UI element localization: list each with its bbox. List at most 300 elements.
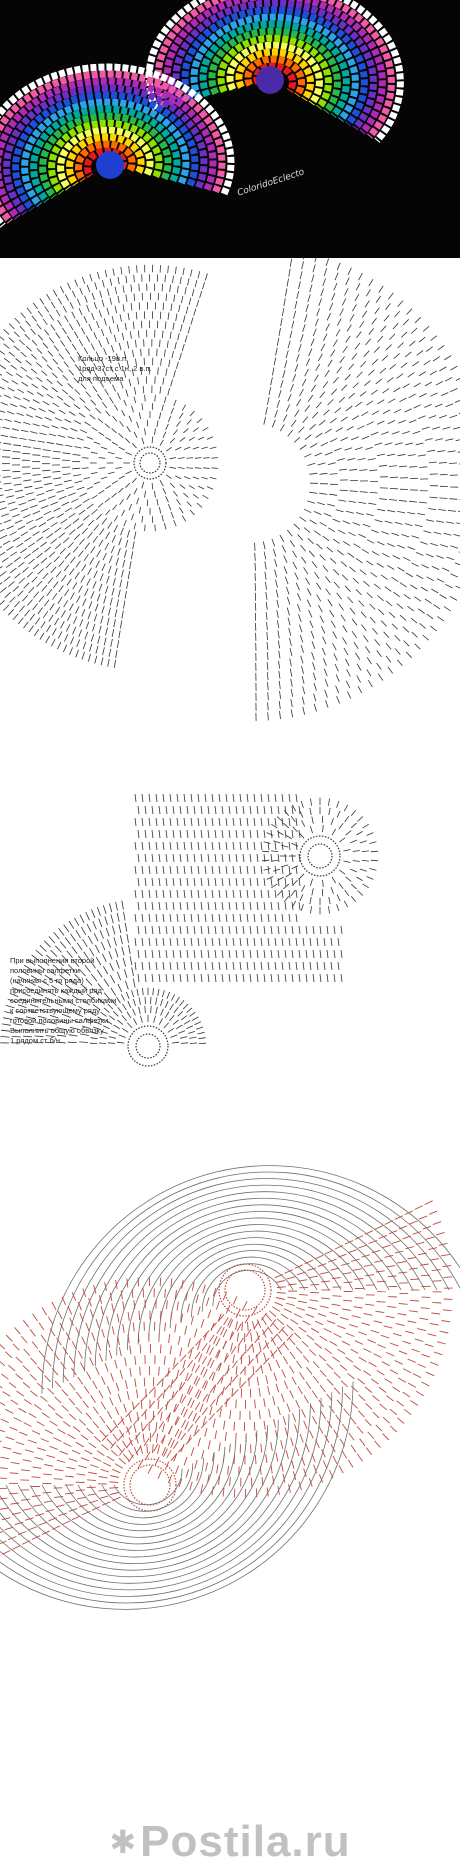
stitch-mark: [208, 830, 209, 838]
stitch-mark: [70, 593, 74, 600]
stitch-mark: [26, 415, 33, 418]
stitch-mark: [0, 501, 5, 503]
stitch-mark: [152, 902, 153, 910]
stitch-mark: [22, 1541, 30, 1545]
stitch-mark: [240, 794, 241, 802]
stitch-mark: [77, 1474, 86, 1475]
stitch-mark: [312, 652, 315, 660]
stitch-mark: [252, 1344, 253, 1353]
stitch-mark: [426, 554, 433, 557]
stitch-mark: [191, 890, 192, 898]
stitch-mark: [96, 1367, 100, 1375]
stitch-mark: [401, 332, 407, 338]
stitch-mark: [30, 1391, 37, 1397]
stitch-mark: [236, 1433, 237, 1442]
stitch-mark: [352, 631, 357, 638]
stitch-mark: [100, 1430, 106, 1437]
stitch-mark: [119, 924, 121, 933]
stitch-mark: [128, 1312, 129, 1321]
stitch-mark: [53, 582, 58, 588]
stitch-mark: [366, 289, 370, 296]
stitch-mark: [381, 432, 389, 435]
stitch-mark: [106, 411, 110, 416]
stitch-mark: [365, 646, 370, 653]
stitch-mark: [135, 938, 136, 946]
stitch-mark: [422, 427, 430, 429]
stitch-mark: [398, 1314, 407, 1315]
stitch-mark: [399, 466, 407, 467]
crochet-chart-first-half: [0, 258, 460, 778]
stitch-mark: [323, 279, 326, 287]
stitch-mark: [118, 488, 123, 493]
stitch-mark: [414, 405, 421, 408]
stitch-mark: [268, 682, 269, 690]
stitch-mark: [61, 575, 66, 581]
stitch-mark: [297, 399, 301, 406]
stitch-mark: [299, 614, 302, 622]
stitch-mark: [324, 669, 327, 676]
stitch-mark: [25, 334, 30, 339]
stitch-mark: [364, 1265, 373, 1267]
stitch-mark: [119, 538, 122, 545]
stitch-mark: [375, 1226, 383, 1230]
stitch-mark: [285, 289, 287, 297]
stitch-mark: [276, 1453, 278, 1462]
stitch-mark: [254, 914, 255, 922]
stitch-mark: [0, 535, 7, 539]
stitch-mark: [73, 475, 81, 476]
stitch-mark: [298, 1301, 307, 1303]
stitch-mark: [358, 1454, 363, 1461]
stitch-mark: [33, 448, 41, 449]
stitch-mark: [32, 548, 38, 553]
stitch-mark: [109, 1350, 112, 1359]
stitch-mark: [264, 878, 265, 886]
stitch-mark: [267, 833, 274, 836]
stitch-mark: [385, 587, 391, 592]
stitch-mark: [275, 842, 276, 850]
stitch-mark: [203, 468, 210, 469]
stitch-mark: [200, 291, 202, 298]
stitch-mark: [72, 947, 77, 954]
stitch-mark: [308, 538, 314, 544]
stitch-mark: [149, 818, 150, 826]
stitch-mark: [293, 1413, 296, 1421]
stitch-mark: [449, 499, 457, 500]
stitch-mark: [46, 534, 53, 539]
stitch-mark: [77, 640, 80, 647]
stitch-mark: [168, 313, 169, 320]
stitch-mark: [43, 528, 50, 532]
stitch-mark: [43, 611, 48, 618]
stitch-mark: [325, 429, 332, 433]
stitch-mark: [135, 794, 136, 802]
stitch-mark: [291, 816, 295, 822]
stitch-mark: [395, 1361, 403, 1365]
stitch-mark: [66, 487, 74, 489]
stitch-mark: [88, 1494, 97, 1495]
stitch-mark: [401, 363, 407, 368]
stitch-mark: [108, 659, 110, 667]
stitch-mark: [162, 284, 163, 291]
stitch-mark: [46, 636, 50, 643]
stitch-mark: [84, 316, 87, 323]
stitch-mark: [86, 1323, 89, 1331]
stitch-mark: [340, 1317, 349, 1319]
stitch-mark: [10, 508, 18, 511]
stitch-mark: [68, 283, 71, 290]
stitch-mark: [441, 393, 448, 396]
stitch-mark: [153, 1444, 154, 1453]
stitch-mark: [110, 397, 114, 403]
stitch-mark: [42, 1413, 49, 1418]
stitch-mark: [367, 657, 371, 664]
stitch-mark: [180, 277, 181, 284]
stitch-mark: [145, 1006, 146, 1013]
stitch-mark: [195, 1416, 200, 1423]
stitch-mark: [317, 962, 318, 970]
stitch-mark: [23, 515, 30, 518]
stitch-mark: [261, 914, 262, 922]
stitch-mark: [282, 818, 283, 826]
stitch-mark: [268, 866, 269, 874]
stitch-mark: [3, 1392, 11, 1397]
stitch-mark: [30, 1374, 37, 1380]
stitch-mark: [369, 869, 376, 871]
stitch-mark: [202, 1343, 207, 1350]
stitch-mark: [382, 553, 389, 557]
stitch-mark: [420, 542, 428, 545]
stitch-mark: [222, 950, 223, 958]
stitch-mark: [107, 308, 109, 315]
stitch-mark: [377, 1370, 385, 1375]
stitch-mark: [344, 1393, 350, 1399]
stitch-mark: [38, 608, 43, 614]
stitch-mark: [254, 1321, 259, 1328]
stitch-mark: [155, 525, 156, 532]
stitch-mark: [187, 1360, 192, 1367]
chart-note-start: Кольцо -19в.п. 1ряд-37ст с 1н, 2 в.п. для подъема: [78, 354, 152, 383]
stitch-mark: [231, 1343, 233, 1352]
stitch-mark: [79, 413, 85, 417]
stitch-mark: [63, 1421, 70, 1426]
stitch-mark: [108, 452, 115, 454]
stitch-mark: [193, 494, 198, 498]
stitch-mark: [119, 343, 121, 350]
stitch-mark: [21, 532, 28, 536]
stitch-mark: [409, 1311, 418, 1312]
stitch-mark: [154, 1444, 158, 1452]
stitch-mark: [399, 398, 406, 402]
stitch-mark: [156, 938, 157, 946]
stitch-mark: [8, 388, 15, 392]
stitch-mark: [313, 926, 314, 934]
stitch-mark: [403, 627, 409, 633]
stitch-mark: [88, 612, 91, 619]
stitch-mark: [171, 994, 174, 1000]
stitch-mark: [215, 950, 216, 958]
stitch-mark: [300, 635, 303, 643]
stitch-mark: [97, 594, 100, 602]
stitch-mark: [166, 475, 171, 479]
stitch-mark: [430, 371, 437, 375]
stitch-mark: [346, 278, 350, 285]
stitch-mark: [331, 350, 335, 357]
stitch-mark: [287, 1277, 296, 1279]
stitch-mark: [159, 854, 160, 862]
stitch-mark: [91, 634, 94, 642]
stitch-mark: [341, 615, 346, 622]
stitch-mark: [12, 381, 18, 385]
stitch-mark: [95, 945, 99, 953]
stitch-mark: [29, 526, 36, 530]
stitch-mark: [87, 579, 91, 586]
stitch-mark: [327, 950, 328, 958]
stitch-mark: [282, 914, 283, 922]
stitch-mark: [113, 268, 114, 275]
stitch-mark: [262, 860, 269, 861]
stitch-mark: [0, 426, 1, 428]
stitch-mark: [354, 544, 361, 548]
stitch-mark: [173, 323, 174, 330]
stitch-mark: [56, 310, 60, 316]
stitch-mark: [191, 1316, 193, 1325]
stitch-mark: [440, 595, 447, 599]
stitch-mark: [271, 806, 272, 814]
stitch-mark: [56, 571, 61, 577]
stitch-mark: [250, 854, 251, 862]
stitch-mark: [352, 619, 357, 625]
stitch-mark: [294, 1314, 302, 1318]
stitch-mark: [48, 1344, 53, 1351]
stitch-mark: [376, 296, 381, 303]
doily-photo-image: [0, 0, 460, 258]
stitch-mark: [63, 306, 67, 313]
stitch-mark: [159, 1367, 160, 1376]
stitch-mark: [24, 554, 30, 559]
stitch-mark: [374, 584, 380, 589]
stitch-mark: [100, 529, 105, 536]
stitch-mark: [113, 578, 115, 586]
stitch-mark: [179, 305, 180, 312]
stitch-mark: [262, 851, 269, 852]
stitch-mark: [283, 414, 287, 421]
stitch-mark: [175, 342, 177, 349]
chain-ring: [219, 1264, 271, 1316]
stitch-mark: [240, 1382, 246, 1389]
stitch-mark: [320, 522, 327, 526]
stitch-mark: [291, 1319, 298, 1324]
stitch-mark: [142, 404, 143, 411]
stitch-mark: [364, 1314, 373, 1316]
stitch-mark: [293, 562, 297, 569]
crochet-chart-first-half-diagram: [0, 258, 460, 778]
stitch-mark: [317, 583, 322, 590]
stitch-mark: [189, 437, 195, 440]
stitch-mark: [173, 878, 174, 886]
stitch-mark: [328, 399, 334, 405]
stitch-mark: [267, 877, 274, 880]
stitch-mark: [84, 347, 88, 353]
stitch-mark: [343, 1273, 352, 1275]
stitch-mark: [112, 1497, 120, 1501]
stitch-mark: [32, 316, 37, 322]
stitch-mark: [192, 289, 194, 296]
stitch-mark: [345, 448, 353, 451]
stitch-mark: [432, 1270, 441, 1271]
stitch-mark: [39, 1351, 45, 1358]
stitch-mark: [268, 818, 269, 826]
stitch-mark: [0, 552, 5, 556]
stitch-mark: [280, 691, 281, 699]
stitch-mark: [21, 430, 28, 432]
stitch-mark: [385, 443, 393, 445]
stitch-mark: [278, 806, 279, 814]
stitch-mark: [122, 333, 124, 340]
stitch-mark: [35, 416, 42, 419]
stitch-mark: [96, 646, 98, 654]
stitch-mark: [380, 368, 386, 373]
stitch-mark: [313, 265, 315, 273]
stitch-mark: [74, 421, 81, 425]
stitch-mark: [177, 499, 181, 504]
stitch-mark: [87, 1372, 91, 1380]
stitch-mark: [265, 562, 267, 570]
stitch-mark: [321, 289, 324, 297]
stitch-mark: [342, 1424, 347, 1431]
chain-arc: [30, 1431, 257, 1551]
stitch-mark: [184, 477, 190, 480]
stitch-mark: [123, 304, 124, 311]
stitch-mark: [205, 842, 206, 850]
stitch-mark: [282, 962, 283, 970]
stitch-mark: [39, 523, 46, 527]
stitch-mark: [354, 1279, 363, 1280]
stitch-mark: [374, 347, 380, 353]
stitch-mark: [78, 1466, 87, 1468]
stitch-mark: [296, 354, 299, 361]
stitch-mark: [417, 1329, 426, 1331]
stitch-mark: [297, 604, 300, 611]
stitch-mark: [299, 344, 302, 352]
stitch-mark: [42, 470, 50, 471]
stitch-mark: [86, 1413, 92, 1420]
stitch-mark: [139, 1311, 140, 1320]
stitch-mark: [313, 329, 316, 336]
stitch-mark: [180, 1348, 182, 1357]
stitch-mark: [256, 1351, 262, 1358]
stitch-mark: [177, 842, 178, 850]
stitch-mark: [341, 1381, 348, 1387]
stitch-mark: [421, 1308, 430, 1309]
stitch-mark: [332, 293, 335, 300]
stitch-mark: [102, 1329, 105, 1338]
stitch-mark: [291, 709, 292, 717]
stitch-mark: [194, 830, 195, 838]
stitch-mark: [411, 328, 417, 333]
stitch-mark: [299, 878, 300, 886]
stitch-mark: [129, 1455, 134, 1462]
stitch-mark: [95, 282, 97, 289]
stitch-mark: [318, 1314, 326, 1317]
chain-arc: [78, 1452, 214, 1524]
stitch-mark: [284, 556, 287, 563]
stitch-fan: [262, 798, 378, 914]
stitch-mark: [55, 484, 63, 486]
stitch-mark: [277, 338, 279, 346]
stitch-mark: [196, 1027, 203, 1029]
stitch-mark: [38, 311, 42, 317]
stitch-mark: [284, 1381, 288, 1389]
stitch-mark: [176, 997, 180, 1003]
stitch-mark: [283, 823, 288, 828]
stitch-mark: [346, 1357, 353, 1362]
stitch-mark: [439, 498, 447, 499]
stitch-mark: [431, 589, 438, 593]
stitch-mark: [86, 336, 89, 343]
stitch-mark: [277, 1334, 282, 1341]
stitch-mark: [23, 480, 31, 481]
stitch-mark: [112, 481, 118, 484]
stitch-mark: [329, 303, 332, 310]
stitch-mark: [403, 384, 410, 388]
stitch-mark: [334, 1388, 340, 1395]
stitch-mark: [330, 1313, 339, 1315]
stitch-mark: [13, 445, 21, 446]
stitch-mark: [433, 1281, 442, 1282]
stitch-mark: [185, 287, 187, 294]
stitch-mark: [219, 914, 220, 922]
stitch-mark: [117, 1314, 119, 1323]
stitch-mark: [125, 1380, 127, 1389]
stitch-mark: [271, 950, 272, 958]
stitch-mark: [170, 438, 175, 443]
stitch-mark: [180, 974, 181, 982]
stitch-mark: [403, 557, 410, 561]
stitch-mark: [194, 974, 195, 982]
stitch-mark: [292, 974, 293, 982]
stitch-mark: [312, 412, 318, 418]
stitch-mark: [91, 547, 95, 554]
stitch-mark: [226, 914, 227, 922]
stitch-mark: [115, 609, 117, 617]
stitch-mark: [290, 1390, 294, 1398]
stitch-mark: [173, 950, 174, 958]
stitch-mark: [101, 477, 107, 479]
stitch-mark: [90, 558, 94, 565]
stitch-mark: [121, 528, 124, 535]
stitch-mark: [65, 589, 69, 596]
stitch-mark: [194, 854, 195, 862]
stitch-mark: [306, 926, 307, 934]
stitch-mark: [320, 1370, 326, 1377]
stitch-mark: [339, 883, 343, 889]
stitch-mark: [408, 1383, 416, 1387]
stitch-mark: [86, 912, 90, 920]
stitch-mark: [264, 806, 265, 814]
stitch-mark: [312, 817, 314, 824]
stitch-mark: [430, 1259, 439, 1260]
stitch-mark: [416, 575, 423, 579]
stitch-mark: [254, 1422, 255, 1431]
stitch-mark: [377, 651, 382, 657]
stitch-mark: [335, 664, 338, 671]
stitch-mark: [142, 1409, 148, 1416]
stitch-mark: [240, 1352, 245, 1359]
stitch-mark: [60, 1451, 68, 1454]
stitch-mark: [418, 609, 424, 614]
stitch-mark: [23, 1366, 30, 1372]
